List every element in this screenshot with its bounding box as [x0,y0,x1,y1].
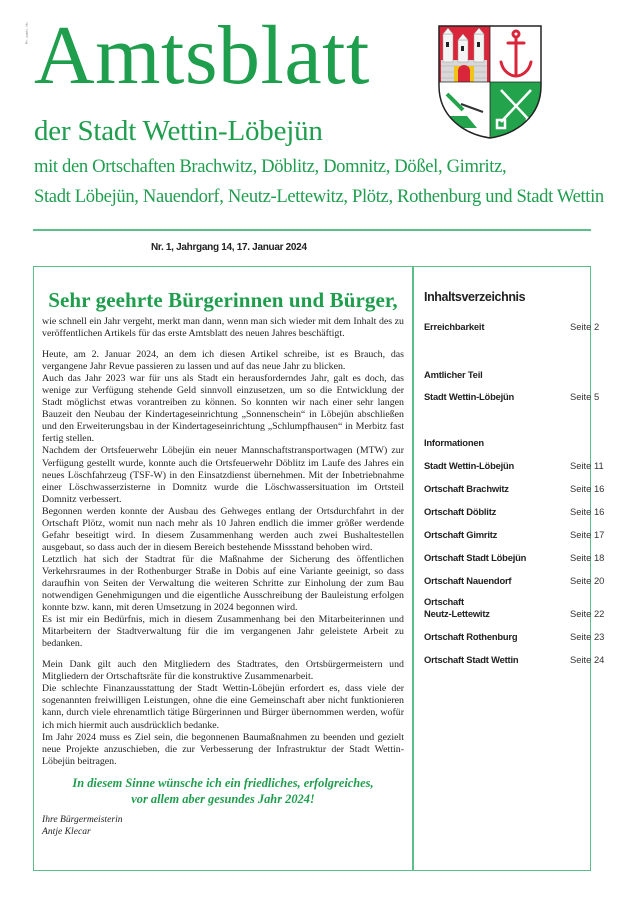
toc-title: Inhaltsverzeichnis [424,290,526,304]
toc-entry-name: Stadt Wettin-Löbejün [424,460,515,471]
letter-paragraph: Im Jahr 2024 muss es Ziel sein, die begonnenen Baumaßnahmen zu beenden und gezielt neue Projekte anzuschieben, die zur Verbesserung der Infrastruktur der Stadt Wettin-Löbejün beitragen. [42,731,404,767]
toc-entry[interactable] [424,483,605,494]
localities-line-1: mit den Ortschaften Brachwitz, Döblitz, Domnitz, Dößel, Gimritz, [34,156,507,177]
toc-entry-page: Seite 18 [570,552,605,563]
toc-entry-page: Seite 16 [570,483,605,494]
toc-entry[interactable] [424,575,605,586]
letter-paragraph: Mein Dank gilt auch den Mitgliedern des Stadtrates, den Ortsbürgermeistern und Mitgliedern der Ortschaftsräte für die konstruktive Zusammenarbeit. [42,659,404,683]
toc-section-amtlich: Amtlicher Teil [424,369,483,380]
letter-paragraph: Nachdem der Ortsfeuerwehr Löbejün ein neuer Mannschaftstransportwagen (MTW) zur Verfügung gestellt wurde, konnte auch die Ortsfeuerwehr Döblitz im Laufe des Jahres ein neues Löschfahrzeug (TSF-W) in den Einsatzdienst übernehmen. Mit der Inbetriebnahme einer Löschwasserzisterne in Domnitz wurde die Löschwassersituation im Ortsteil Domnitz verbessert. [42,445,404,505]
letter-paragraph: wie schnell ein Jahr vergeht, merkt man dann, wenn man sich wieder mit dem Inhalt des zu veröffentlichen Artikels für das erste Amtsblatt des neuen Jahres beschäftigt. [42,316,404,340]
letter-paragraph: Es ist mir ein Bedürfnis, mich in diesem Zusammenhang bei den Mitarbeiterinnen und Mitarbeitern der Stadtverwaltung für die im vergangenen Jahr geleistete Arbeit zu bedanken. [42,614,404,650]
toc-entry-page: Seite 2 [570,321,600,332]
toc-entry-page: Seite 5 [570,391,600,402]
toc-entry-name: Ortschaft Gimritz [424,529,498,540]
localities-line-2: Stadt Löbejün, Nauendorf, Neutz-Lettewitz, Plötz, Rothenburg und Stadt Wettin [34,186,604,207]
table-of-contents [424,290,605,665]
toc-entry-name: Erreichbarkeit [424,321,485,332]
masthead-title: Amtsblatt [34,9,370,102]
toc-entry-page: Seite 16 [570,506,605,517]
print-note: Pr. amtl. Hr [24,22,29,45]
signature-role: Ihre Bürgermeisterin [42,813,123,825]
toc-entry[interactable] [424,631,605,642]
mayor-letter [42,288,404,838]
letter-heading: Sehr geehrte Bürgerinnen und Bürger, [48,288,398,312]
toc-entry-name: Stadt Wettin-Löbejün [424,391,515,402]
closing-line-1: In diesem Sinne wünsche ich ein friedliches, erfolgreiches, [72,775,374,790]
signature-name: Antje Klecar [42,825,91,837]
toc-entry-page: Seite 17 [570,529,605,540]
issue-info: Nr. 1, Jahrgang 14, 17. Januar 2024 [151,242,307,253]
toc-entry[interactable] [424,654,605,665]
toc-entry-name-line-1: Ortschaft [424,596,464,607]
toc-entry-page: Seite 23 [570,631,605,642]
masthead-subtitle: der Stadt Wettin-Löbejün [34,115,323,147]
toc-section-informationen: Informationen [424,437,484,448]
coat-of-arms-icon [437,24,543,140]
toc-entry-page: Seite 20 [570,575,605,586]
toc-entry-page: Seite 11 [570,460,604,471]
toc-entry-name-line-2: Neutz-Lettewitz [424,608,490,619]
toc-entry-name [424,596,566,620]
masthead-rule [33,229,591,231]
toc-entry[interactable] [424,596,605,620]
closing-line-2: vor allem aber gesundes Jahr 2024! [131,791,315,806]
toc-entry-name: Ortschaft Rothenburg [424,631,518,642]
letter-paragraph: Heute, am 2. Januar 2024, an dem ich diesen Artikel schreibe, ist es Brauch, das vergangene Jahr Revue passieren zu lassen und auf das neue Jahr zu blicken. [42,349,404,373]
toc-entry-name: Ortschaft Stadt Löbejün [424,552,527,563]
toc-entry[interactable] [424,506,605,517]
toc-entry[interactable] [424,321,600,332]
toc-entry[interactable] [424,460,604,471]
toc-entry[interactable] [424,552,605,563]
toc-entry-page: Seite 24 [570,654,605,665]
column-divider [412,266,414,870]
letter-paragraph: Begonnen werden konnte der Ausbau des Gehweges entlang der Ortsdurchfahrt in der Ortschaft Plötz, womit nun nach mehr als 10 Jahren endlich die immer größer werdende Gefahr beseitigt wird. In diesem Zusammenhang werden auch zwei Bushaltestellen ausgebaut, so dass auch der in diesem Bereich bestehende Missstand behoben wird. [42,505,404,553]
letter-paragraph: Auch das Jahr 2023 war für uns als Stadt ein herausforderndes Jahr, galt es doch, das wenige zur Verfügung stehende Geld sinnvoll einzusetzen, um so die Entwicklung der Stadt möglichst etwas vorantreiben zu können. So konnten wir nach einer sehr langen Bauzeit den Neubau der Kindertageseinrichtung „Sonnenschein“ in Löbejün abschließen und den Erweiterungsbau in der Kindertageseinrichtung „Schlumpfhausen“ in Merbitz fast fertig stellen. [42,373,404,445]
toc-entry-name: Ortschaft Nauendorf [424,575,512,586]
letter-paragraph: Letztlich hat sich der Stadtrat für die Maßnahme der Sicherung des öffentlichen Verkehrsraumes in der Rothenburger Straße in Dobis auf eine Variante geeinigt, so dass daraufhin von Seiten der Verwaltung die weiteren Schritte zur Einholung der zum Bau notwendigen Genehmigungen und die eigentliche Ausschreibung der Bauleistung erfolgen konnte bzw. kann, mit deren Umsetzung in 2024 begonnen wird. [42,553,404,614]
letter-paragraph: Die schlechte Finanzausstattung der Stadt Wettin-Löbejün erfordert es, dass viele der sogenannten freiwilligen Leistungen, ohne die eine Gemeinschaft aber nicht funktionieren kann, durch viele ehrenamtlich tätige Bürgerinnen und Bürger übernommen werden, wofür ich mich hiermit auch ausdrücklich bedanke. [42,683,404,731]
toc-entry[interactable] [424,529,605,540]
letter-closing [42,775,404,807]
toc-entry-page: Seite 22 [570,608,605,619]
toc-entry[interactable] [424,391,600,402]
signature [42,814,404,838]
toc-entry-name: Ortschaft Döblitz [424,506,497,517]
toc-entry-name: Ortschaft Stadt Wettin [424,654,519,665]
toc-entry-name: Ortschaft Brachwitz [424,483,509,494]
